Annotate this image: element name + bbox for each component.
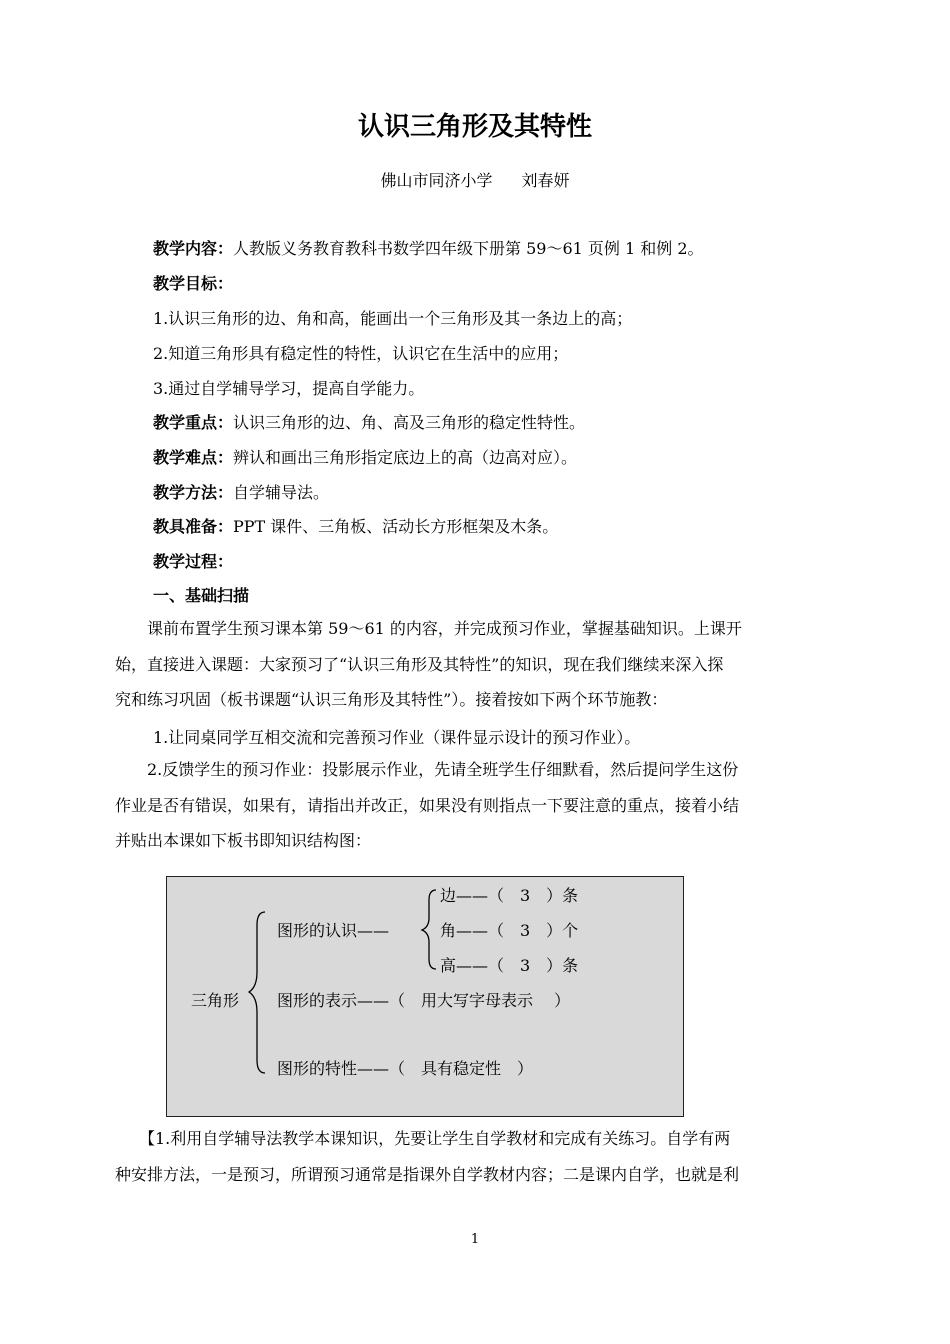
paragraph-line: 并贴出本课如下板书即知识结构图： bbox=[115, 831, 372, 850]
info-text: 人教版义务教育教科书数学四年级下册第 59～61 页例 1 和例 2。 bbox=[233, 239, 704, 258]
info-text: 辨认和画出三角形指定底边上的高（边高对应）。 bbox=[233, 448, 578, 467]
info-line bbox=[153, 307, 843, 331]
paragraph-feedback bbox=[115, 752, 840, 859]
info-text: 2.知道三角形具有稳定性的特性，认识它在生活中的应用； bbox=[153, 344, 569, 363]
section-heading bbox=[153, 584, 843, 608]
paragraph-line: 究和练习巩固（板书课题“认识三角形及其特性”）。接着按如下两个环节施教： bbox=[115, 690, 668, 709]
paragraph-line: 种安排方法，一是预习，所谓预习通常是指课外自学教材内容；二是课内自学，也就是利 bbox=[115, 1164, 740, 1184]
diagram-height: 高——（ 3 ）条 bbox=[440, 956, 579, 975]
paragraph-line: 2.反馈学生的预习作业：投影展示作业，先请全班学生仔细默看，然后提问学生这份 bbox=[115, 760, 739, 779]
info-line bbox=[153, 550, 843, 574]
diagram-representation: 图形的表示——（ 用大写字母表示 ） bbox=[277, 991, 571, 1010]
info-label: 教学方法： bbox=[153, 483, 234, 502]
diagram-root: 三角形 bbox=[191, 991, 240, 1010]
info-text: 自学辅导法。 bbox=[233, 483, 330, 502]
info-label: 教学内容： bbox=[153, 239, 234, 258]
info-line bbox=[153, 515, 843, 539]
step-1: 1.让同桌同学互相交流和完善预习作业（课件显示设计的预习作业）。 bbox=[153, 728, 641, 747]
info-label: 教具准备： bbox=[153, 517, 234, 536]
author-line bbox=[0, 168, 950, 191]
info-label: 教学目标： bbox=[153, 274, 234, 293]
diagram-angle: 角——（ 3 ）个 bbox=[440, 921, 579, 940]
paragraph-line: 课前布置学生预习课本第 59～61 的内容，并完成预习作业，掌握基础知识。上课开 bbox=[115, 619, 742, 638]
page-number: 1 bbox=[470, 1232, 480, 1247]
paragraph-intro bbox=[115, 611, 840, 718]
author-school: 佛山市同济小学 bbox=[380, 171, 493, 190]
info-text: PPT 课件、三角板、活动长方形框架及木条。 bbox=[233, 517, 559, 536]
diagram-recognition: 图形的认识—— bbox=[277, 921, 390, 940]
info-text: 3.通过自学辅导学习，提高自学能力。 bbox=[153, 379, 425, 398]
info-line bbox=[153, 446, 843, 470]
diagram-property: 图形的特性——（ 具有稳定性 ） bbox=[277, 1059, 534, 1078]
info-line bbox=[153, 481, 843, 505]
info-text: 认识三角形的边、角、高及三角形的稳定性特性。 bbox=[233, 413, 586, 432]
section-heading-label: 一、基础扫描 bbox=[153, 586, 250, 605]
info-line bbox=[153, 411, 843, 435]
info-line bbox=[153, 272, 843, 296]
info-label: 教学难点： bbox=[153, 448, 234, 467]
paragraph-method bbox=[115, 1121, 840, 1192]
info-label: 教学过程： bbox=[153, 552, 234, 571]
page-title: 认识三角形及其特性 bbox=[357, 112, 592, 142]
info-label: 教学重点： bbox=[153, 413, 234, 432]
main-brace-icon bbox=[249, 912, 265, 1073]
paragraph-line: 始，直接进入课题：大家预习了“认识三角形及其特性”的知识，现在我们继续来深入探 bbox=[115, 654, 724, 674]
info-line bbox=[153, 342, 843, 366]
paragraph-line: 作业是否有错误，如果有，请指出并改正，如果没有则指点一下要注意的重点，接着小结 bbox=[115, 795, 740, 815]
sub-brace-icon bbox=[422, 890, 436, 969]
paragraph-line: 【1.利用自学辅导法教学本课知识，先要让学生自学教材和完成有关练习。自学有两 bbox=[115, 1129, 731, 1148]
knowledge-structure-diagram bbox=[166, 876, 684, 1117]
info-line bbox=[153, 237, 843, 261]
diagram-side: 边——（ 3 ）条 bbox=[440, 886, 579, 905]
author-name: 刘春妍 bbox=[521, 171, 570, 190]
info-text: 1.认识三角形的边、角和高，能画出一个三角形及其一条边上的高； bbox=[153, 309, 633, 328]
info-line bbox=[153, 377, 843, 401]
